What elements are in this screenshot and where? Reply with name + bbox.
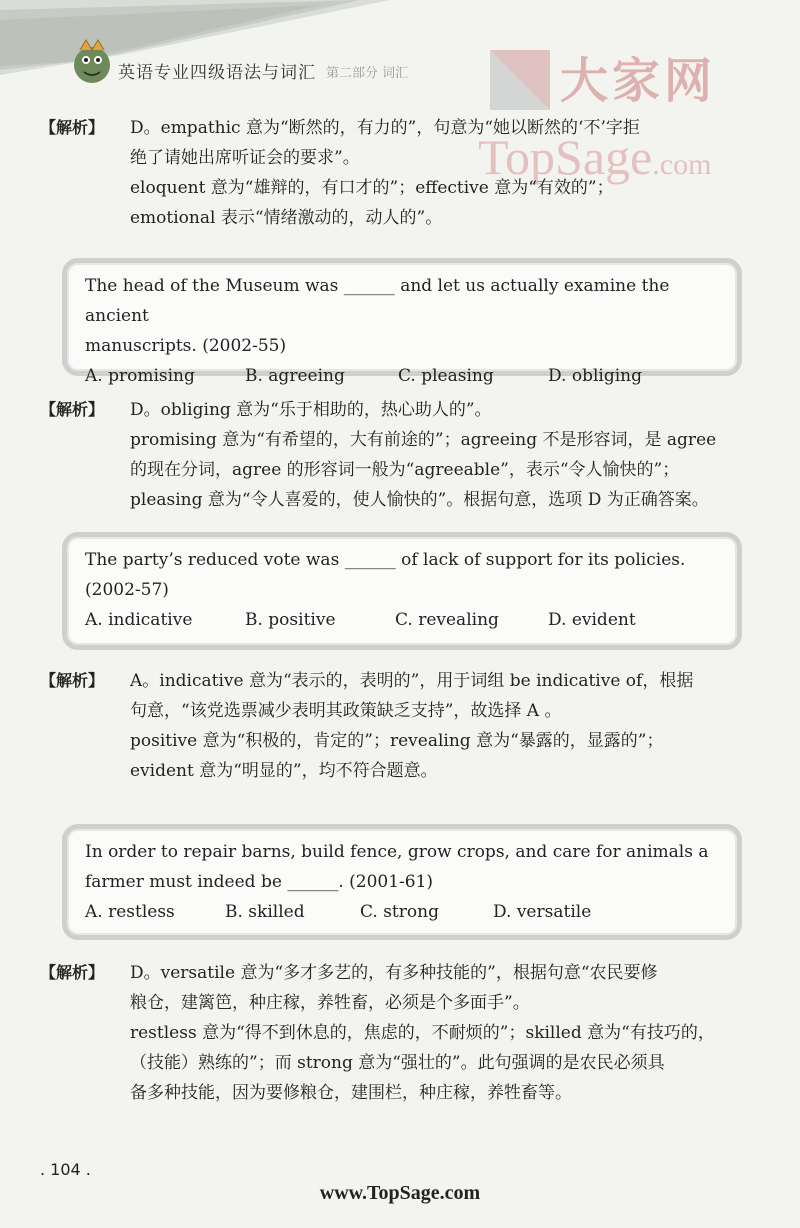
options-row	[85, 897, 719, 927]
analysis-line: 句意，“该党选票减少表明其政策缺乏支持”，故选择 A 。	[130, 701, 562, 721]
analysis-block	[40, 666, 760, 786]
analysis-line: promising 意为“有希望的，大有前途的”；agreeing 不是形容词，是 agree	[130, 430, 717, 450]
option-b: B. agreeing	[245, 366, 345, 386]
analysis-line: 的现在分词，agree 的形容词一般为“agreeable”，表示“令人愉快的”；	[130, 460, 680, 480]
analysis-line: 备多种技能，因为要修粮仓，建围栏，种庄稼，养牲畜等。	[130, 1083, 572, 1103]
option-d: D. obliging	[548, 366, 642, 386]
analysis-label: 【解析】	[40, 671, 105, 690]
section-title: 第二部分 词汇	[326, 66, 409, 81]
analysis-first-line: A。indicative 意为“表示的，表明的”，用于词组 be indicative of，根据	[130, 671, 694, 691]
analysis-line: 粮仓，建篱笆，种庄稼，养牲畜，必须是个多面手”。	[130, 993, 530, 1013]
book-title: 英语专业四级语法与词汇	[118, 63, 316, 83]
analysis-line: restless 意为“得不到休息的，焦虑的，不耐烦的”；skilled 意为“有技巧的，	[130, 1023, 715, 1043]
option-a: A. indicative	[85, 610, 193, 630]
question-line: The head of the Museum was ______ and let us actually examine the ancient	[85, 276, 670, 326]
question-line: farmer must indeed be ______. (2001-61)	[85, 872, 434, 892]
question-line: In order to repair barns, build fence, grow crops, and care for animals a	[85, 842, 709, 862]
analysis-block	[40, 113, 760, 233]
question-box	[62, 258, 742, 386]
option-d: D. evident	[548, 610, 636, 630]
analysis-block	[40, 395, 760, 515]
analysis-line: eloquent 意为“雄辩的，有口才的”；effective 意为“有效的”；	[130, 178, 614, 198]
question-line: manuscripts. (2002-55)	[85, 336, 287, 356]
analysis-label: 【解析】	[40, 118, 105, 137]
option-a: A. promising	[85, 366, 195, 386]
analysis-first-line: D。empathic 意为“断然的，有力的”，句意为“她以断然的‘不’字拒	[130, 118, 640, 138]
analysis-label: 【解析】	[40, 963, 105, 982]
analysis-line: （技能）熟练的”；而 strong 意为“强壮的”。此句强调的是农民必须具	[130, 1053, 665, 1073]
analysis-first-line: D。versatile 意为“多才多艺的，有多种技能的”，根据句意“农民要修	[130, 963, 658, 983]
option-c: C. strong	[360, 902, 439, 922]
analysis-label: 【解析】	[40, 400, 105, 419]
analysis-first-line: D。obliging 意为“乐于相助的，热心助人的”。	[130, 400, 492, 420]
options-row	[85, 361, 719, 391]
analysis-line: 绝了请她出席听证会的要求”。	[130, 148, 360, 168]
question-line: The party’s reduced vote was ______ of lack of support for its policies.	[85, 550, 686, 570]
analysis-block	[40, 958, 760, 1108]
analysis-line: evident 意为“明显的”，均不符合题意。	[130, 761, 438, 781]
option-b: B. positive	[245, 610, 336, 630]
watermark-cn: 大家网	[560, 53, 717, 109]
option-a: A. restless	[85, 902, 175, 922]
option-c: C. pleasing	[398, 366, 494, 386]
analysis-line: pleasing 意为“令人喜爱的，使人愉快的”。根据句意，选项 D 为正确答案。	[130, 490, 709, 510]
question-box	[62, 532, 742, 650]
option-d: D. versatile	[493, 902, 592, 922]
watermark-com: .com	[652, 148, 712, 181]
option-b: B. skilled	[225, 902, 305, 922]
option-c: C. revealing	[395, 610, 499, 630]
question-box	[62, 824, 742, 940]
footer-url: www.TopSage.com	[319, 1182, 481, 1204]
watermark-en-name: TopSage	[478, 129, 653, 185]
page-number: . 104 .	[40, 1160, 91, 1179]
analysis-line: emotional 表示“情绪激动的，动人的”。	[130, 208, 443, 228]
options-row	[85, 605, 719, 635]
analysis-line: positive 意为“积极的，肯定的”；revealing 意为“暴露的，显露的”；	[130, 731, 664, 751]
question-line: (2002-57)	[85, 580, 169, 600]
